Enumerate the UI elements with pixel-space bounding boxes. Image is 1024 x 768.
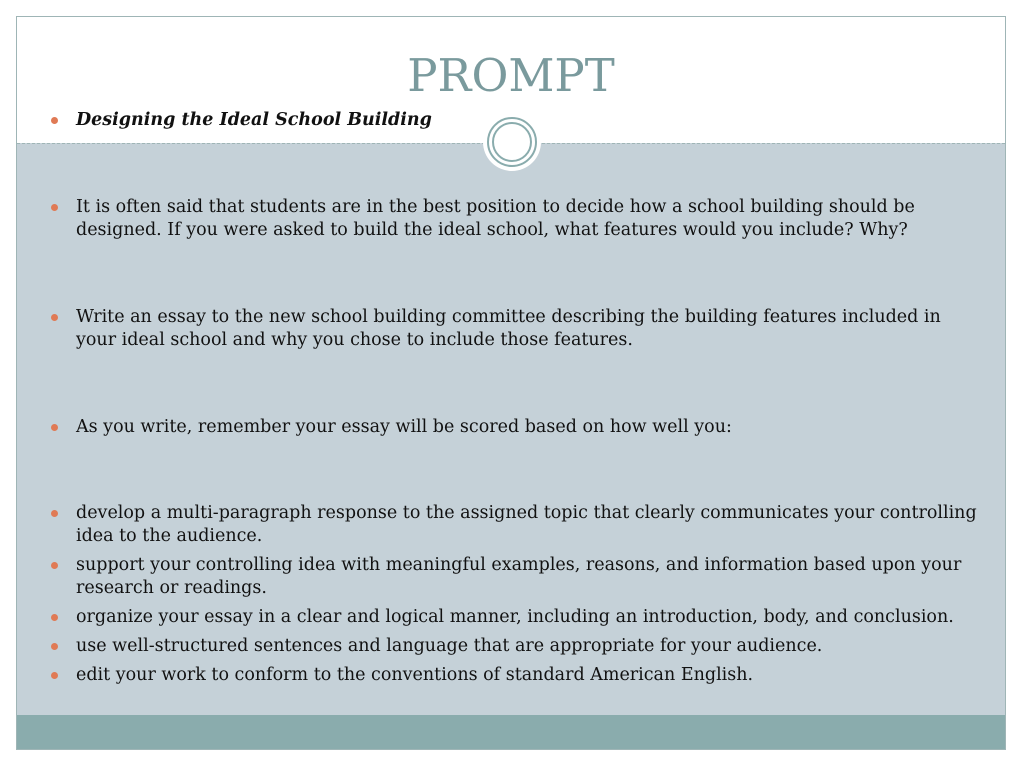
- bullet-dot-icon: [51, 117, 58, 124]
- bullet-dot-icon: [51, 314, 58, 321]
- list-item: [51, 306, 985, 352]
- list-item-text: organize your essay in a clear and logical manner, including an introduction, body, and conclusion.: [76, 607, 954, 627]
- list-item-text: edit your work to conform to the conventions of standard American English.: [76, 665, 754, 685]
- bullet-dot-icon: [51, 672, 58, 679]
- list-item-text: develop a multi-paragraph response to the assigned topic that clearly communicates your controlling idea to the audience.: [76, 503, 977, 546]
- slide: [16, 16, 1006, 750]
- list-item: [51, 416, 985, 439]
- list-item-text: Write an essay to the new school building committee describing the building features included in your ideal school and why you chose to include those features.: [76, 307, 941, 350]
- list-item: [51, 635, 985, 658]
- slide-title: PROMPT: [407, 49, 615, 102]
- list-item-text: As you write, remember your essay will be scored based on how well you:: [76, 417, 732, 437]
- list-item: [51, 664, 985, 687]
- circle-ornament-icon: [483, 113, 541, 171]
- list-item: [51, 196, 985, 242]
- bullet-dot-icon: [51, 562, 58, 569]
- list-item: [51, 606, 985, 629]
- bullet-dot-icon: [51, 643, 58, 650]
- subtitle-text: Designing the Ideal School Building: [76, 110, 432, 130]
- list-item-text: It is often said that students are in the best position to decide how a school building should be designed. If you were asked to build the ideal school, what features would you include? Why?: [76, 197, 915, 240]
- bullet-dot-icon: [51, 204, 58, 211]
- list-item: [51, 502, 985, 548]
- list-item-text: support your controlling idea with meaningful examples, reasons, and information based upon your research or readings.: [76, 555, 962, 598]
- list-item-text: use well-structured sentences and language that are appropriate for your audience.: [76, 636, 823, 656]
- bullet-dot-icon: [51, 510, 58, 517]
- footer-band: [17, 715, 1005, 750]
- bullet-dot-icon: [51, 614, 58, 621]
- bullet-dot-icon: [51, 424, 58, 431]
- list-item: [51, 554, 985, 600]
